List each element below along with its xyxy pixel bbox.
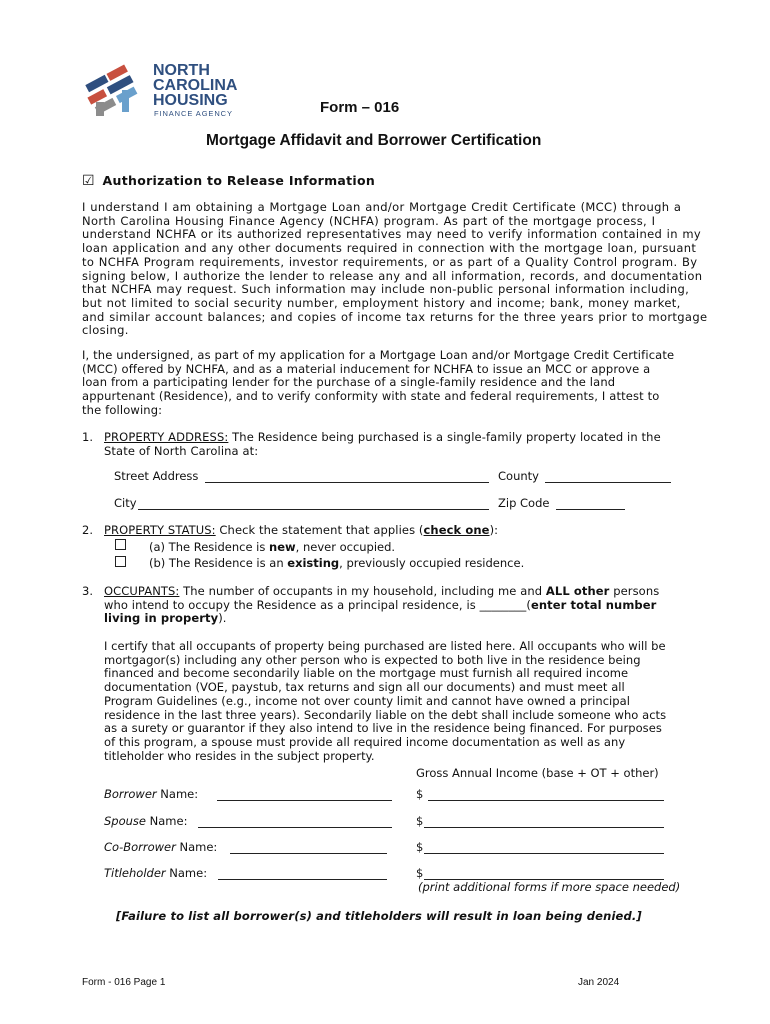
county-field[interactable] [545,471,671,483]
opt-a-new: new [269,540,296,554]
failure-warning: [Failure to list all borrower(s) and titleholders will result in loan being denied.] [116,909,642,923]
cert-line: Program Guidelines (e.g., income not over county limit and cannot have owned a principal [104,693,630,708]
authorization-heading [82,173,375,189]
logo-text-finance-agency: FINANCE AGENCY [154,109,233,118]
opt-b-existing: existing [287,556,340,570]
certification-paragraph [104,640,666,763]
opt-a-post: , never occupied. [295,540,396,554]
intro-line: appurtenant (Residence), and to verify conformity with state and federal requirements, I attest to [82,389,660,404]
item3-l2-a: who intend to occupy the Residence as a principal residence, is ________( [104,597,531,612]
zip-code-label: Zip Code [498,496,550,510]
footer-date: Jan 2024 [578,977,620,988]
city-field[interactable] [138,498,489,510]
print-additional-note: (print additional forms if more space needed) [418,880,681,894]
item3-all-other: ALL other [545,584,610,598]
check-one-text: check one [423,523,490,537]
opt-b-post: , previously occupied residence. [339,556,525,570]
form-number: Form – 016 [320,99,400,116]
nchfa-logo-mark [80,62,150,122]
cert-line: as a surety or guarantor if they also intend to live in the residence being financed. For purposes [104,721,662,736]
auth-line: but not limited to social security number, employment history and income; bank, money market, [82,295,681,310]
intro-line: the following: [82,402,163,417]
item3-enter-total: enter total number [530,597,657,612]
auth-line: loan application and any other documents required in connection with the mortgage loan, pursuant [82,241,697,256]
item1-text [104,431,661,458]
coborrower-income-field[interactable] [424,842,664,854]
item2-text-b: ): [489,523,499,537]
item2-text-a: Check the statement that applies ( [215,523,424,537]
spouse-name-suffix: Name: [146,814,188,828]
county-label: County [498,469,539,483]
intro-line: I, the undersigned, as part of my application for a Mortgage Loan and/or Mortgage Credit Certificate [82,348,675,362]
property-address-label: PROPERTY ADDRESS: [104,430,229,444]
opt-b-pre: (b) The Residence is an [149,556,288,570]
borrower-word: Borrower [104,787,157,801]
titleholder-name-field[interactable] [218,868,387,880]
item3-l1-b: persons [609,584,660,598]
cert-line: financed and become secondarily liable on the mortgage must furnish all required income [104,666,629,681]
intro-line: (MCC) offered by NCHFA, and as a material inducement for NCHFA to issue an MCC or approve a [82,361,651,376]
titleholder-word: Titleholder [104,866,166,880]
coborrower-word: Co-Borrower [104,840,176,854]
titleholder-income-field[interactable] [424,868,664,880]
item3-text [104,585,659,626]
item2-number: 2. [82,523,93,537]
income-header: Gross Annual Income (base + OT + other) [416,766,659,780]
spouse-income-field[interactable] [424,816,664,828]
titleholder-name-label [104,867,207,881]
street-address-field[interactable] [205,471,489,483]
status-existing-option [149,557,524,571]
cert-line: mortgagor(s) including any other person who is expected to both live in the residence being [104,652,641,667]
item1-text-2: State of North Carolina at: [104,443,259,458]
coborrower-name-suffix: Name: [175,840,218,854]
borrower-income-field[interactable] [428,789,664,801]
coborrower-income-dollar: $ [416,840,424,854]
cert-line: of this program, a spouse must provide all required income documentation as well as any [104,734,626,749]
titleholder-income-dollar: $ [416,866,424,880]
page-title: Mortgage Affidavit and Borrower Certification [206,132,542,149]
coborrower-name-field[interactable] [230,842,387,854]
status-new-option [149,541,395,555]
street-address-label: Street Address [114,469,199,483]
auth-line: North Carolina Housing Finance Agency (NCHFA) program. As part of the mortgage process, I [82,213,656,228]
auth-line: and similar account balances; and copies of income tax returns for the three years prior to mortgage [82,309,708,324]
borrower-name-suffix: Name: [156,787,199,801]
item3-number: 3. [82,584,93,598]
borrower-name-label [104,788,198,802]
spouse-word: Spouse [104,814,146,828]
checked-box-icon: ☑ [82,173,95,189]
auth-line: to NCHFA Program requirements, investor requirements, or as part of a Quality Control program. By [82,254,698,269]
logo-text-north: NORTH [153,62,210,79]
opt-a-pre: (a) The Residence is [149,540,270,554]
footer-page-label: Form - 016 Page 1 [82,977,166,988]
borrower-income-dollar: $ [416,787,424,801]
cert-line: I certify that all occupants of property being purchased are listed here. All occupants who will be [104,639,666,653]
logo-text-carolina: CAROLINA [153,77,238,94]
authorization-heading-text: Authorization to Release Information [102,173,376,188]
status-existing-checkbox[interactable] [115,556,126,567]
property-status-label: PROPERTY STATUS: [104,523,216,537]
spouse-name-field[interactable] [198,816,392,828]
item2-text [104,524,498,538]
auth-line: understand NCHFA or its authorized representatives may need to verify information contained in my [82,227,702,242]
item3-l1-a: The number of occupants in my household, including me and [179,584,546,598]
coborrower-name-label [104,841,217,855]
borrower-name-field[interactable] [217,789,392,801]
nchfa-logo [80,62,270,122]
occupants-label: OCCUPANTS: [104,584,180,598]
auth-line: closing. [82,323,129,338]
item1-number: 1. [82,430,93,444]
cert-line: residence in the last three years). Secondarily liable on the debt shall include someone who acts [104,707,667,722]
city-label: City [114,496,137,510]
auth-line: that NCHFA may request. Such information may include non-public personal information including, [82,282,690,297]
item3-l3-b: ). [218,611,227,626]
logo-text-housing: HOUSING [153,92,228,109]
cert-line: titleholder who resides in the subject property. [104,748,375,763]
item3-living-in-property: living in property [104,611,219,626]
auth-line: I understand I am obtaining a Mortgage Loan and/or Mortgage Credit Certificate (MCC) through a [82,200,682,214]
titleholder-name-suffix: Name: [165,866,208,880]
cert-line: documentation (VOE, paystub, tax returns and sign all our documents) and must meet all [104,680,625,695]
authorization-paragraph [82,201,707,338]
spouse-income-dollar: $ [416,814,424,828]
item1-text-1: The Residence being purchased is a single-family property located in the [228,430,661,444]
intro-line: loan from a participating lender for the purchase of a single-family residence and the land [82,375,616,390]
auth-line: signing below, I authorize the lender to release any and all information, records, and documentation [82,268,703,283]
spouse-name-label [104,815,187,829]
zip-code-field[interactable] [556,498,625,510]
intro-paragraph [82,349,674,418]
status-new-checkbox[interactable] [115,539,126,550]
